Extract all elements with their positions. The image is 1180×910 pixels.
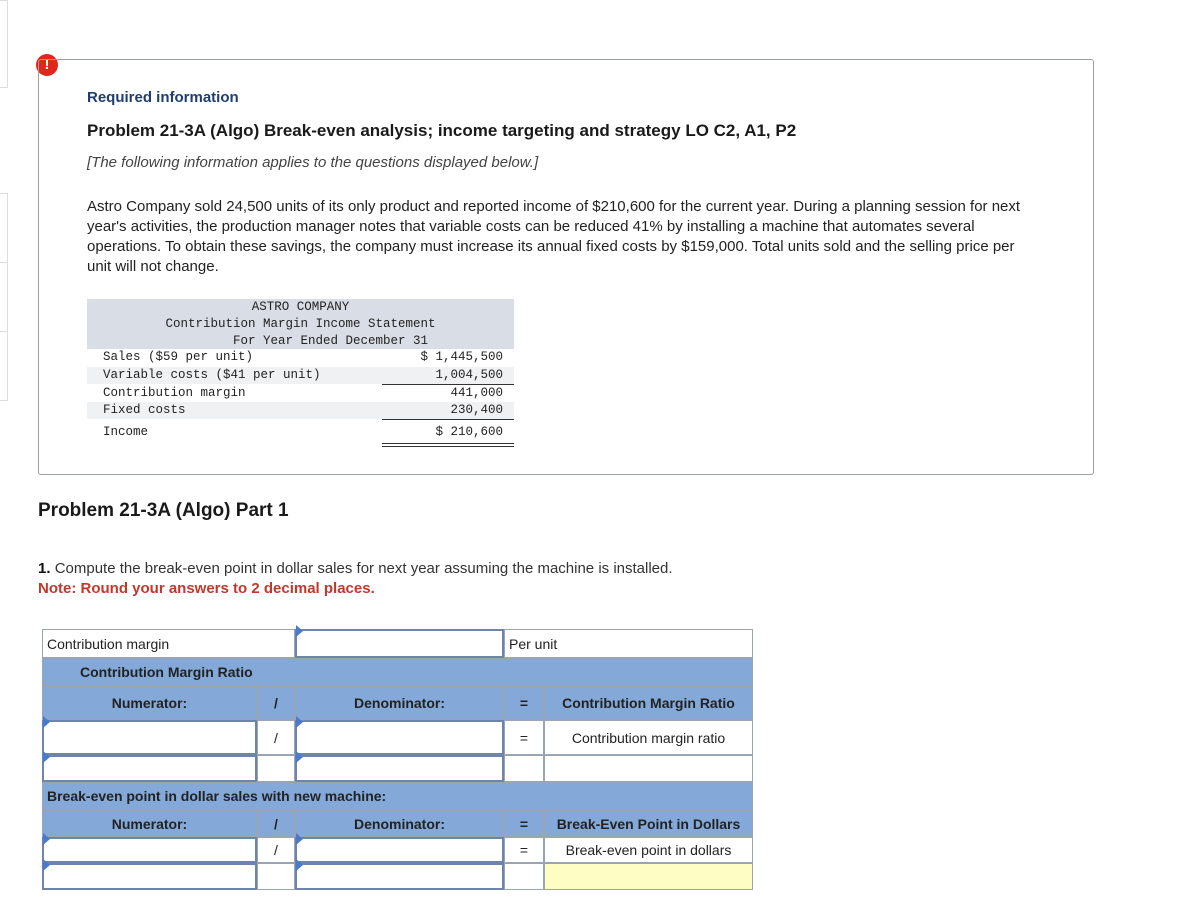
slash-label: /: [274, 815, 278, 832]
row-amount: 441,000: [450, 386, 503, 400]
bep-numerator-header: [42, 810, 257, 837]
input-marker-icon: [296, 751, 303, 763]
row-label: Contribution margin: [103, 386, 246, 400]
bep-header-label: Break-even point in dollar sales with new machine:: [47, 788, 387, 804]
row-label: Fixed costs: [103, 403, 186, 417]
input-marker-icon: [43, 833, 50, 845]
numerator-header: [42, 686, 257, 720]
cm-per-unit-input[interactable]: [295, 629, 504, 658]
input-marker-icon: [296, 859, 303, 871]
required-info-label: Required information: [87, 89, 239, 106]
equals-text: =: [519, 842, 529, 858]
slash-label: /: [274, 695, 278, 711]
question-number: 1.: [38, 560, 51, 577]
cmr-result-label: Contribution margin ratio: [571, 729, 726, 746]
numerator-label: Numerator:: [111, 815, 188, 832]
bep-denominator-input[interactable]: [295, 863, 504, 890]
statement-row-sales: [87, 349, 514, 366]
bep-denominator-header: [295, 810, 504, 837]
input-marker-icon: [296, 716, 303, 728]
cm-label: Contribution margin: [47, 635, 170, 652]
per-unit-cell: [504, 629, 753, 658]
input-marker-icon: [43, 751, 50, 763]
cmr-result-label-cell: [544, 720, 753, 755]
slash-text: /: [274, 842, 278, 858]
side-tab: [0, 262, 8, 332]
double-underline: [382, 446, 514, 447]
empty-cell: [257, 755, 295, 782]
statement-header: [87, 299, 514, 349]
input-marker-icon: [43, 716, 50, 728]
equals-label: =: [519, 815, 529, 832]
input-marker-icon: [43, 859, 50, 871]
empty-cell: [257, 863, 295, 890]
equals-label: =: [519, 695, 529, 711]
statement-row-cm: [87, 385, 514, 402]
input-marker-icon: [296, 833, 303, 845]
statement-company: ASTRO COMPANY: [251, 300, 350, 314]
side-tab: [0, 193, 8, 263]
slash-text: /: [274, 729, 278, 746]
rounding-note: Note: Round your answers to 2 decimal places.: [38, 580, 375, 597]
cmr-numerator-input[interactable]: [42, 755, 257, 782]
cmr-denominator-input[interactable]: [295, 755, 504, 782]
statement-title: Contribution Margin Income Statement: [165, 317, 436, 331]
empty-cell: [504, 755, 544, 782]
equals-cell: [504, 720, 544, 755]
cmr-result-header: [544, 686, 753, 720]
cmr-numerator-select[interactable]: [42, 720, 257, 755]
bep-numerator-select[interactable]: [42, 837, 257, 863]
bep-result-header: [544, 810, 753, 837]
side-tab: [0, 0, 8, 88]
applies-note: [The following information applies to the questions displayed below.]: [87, 154, 539, 171]
cmr-result-header-label: Contribution Margin Ratio: [562, 695, 735, 711]
question: [38, 560, 673, 577]
bep-denominator-select[interactable]: [295, 837, 504, 863]
numerator-label: Numerator:: [111, 695, 188, 711]
statement-period: For Year Ended December 31: [232, 334, 429, 348]
per-unit-label: Per unit: [509, 635, 558, 652]
row-amount: $ 1,445,500: [420, 350, 503, 364]
bep-result-label: Break-even point in dollars: [565, 842, 732, 858]
input-marker-icon: [296, 625, 303, 637]
empty-cell: [504, 863, 544, 890]
bep-section-header: [42, 782, 753, 810]
bep-result-label-cell: [544, 837, 753, 863]
question-text: Compute the break-even point in dollar sales for next year assuming the machine is installed.: [54, 560, 673, 577]
part-title: Problem 21-3A (Algo) Part 1: [38, 500, 289, 521]
double-underline: [382, 443, 514, 444]
cmr-section-header: [42, 658, 753, 686]
statement-row-fixed: [87, 402, 514, 419]
bep-equals-header: [504, 810, 544, 837]
row-label: Sales ($59 per unit): [103, 350, 254, 364]
row-amount: $ 210,600: [435, 425, 503, 439]
problem-title: Problem 21-3A (Algo) Break-even analysis; income targeting and strategy LO C2, A1, P2: [87, 121, 797, 140]
statement-row-income: [87, 424, 514, 441]
row-label: Income: [103, 425, 149, 439]
cmr-header-label: Contribution Margin Ratio: [80, 664, 253, 680]
row-label: Variable costs ($41 per unit): [103, 368, 321, 382]
alert-icon: !: [36, 54, 58, 76]
statement-row-variable: [87, 367, 514, 384]
row-amount: 1,004,500: [435, 368, 503, 382]
bep-slash-header: [257, 810, 295, 837]
bep-numerator-input[interactable]: [42, 863, 257, 890]
denominator-label: Denominator:: [354, 815, 445, 832]
slash-header: [257, 686, 295, 720]
cmr-denominator-select[interactable]: [295, 720, 504, 755]
equals-cell: [504, 837, 544, 863]
equals-text: =: [519, 729, 529, 746]
cmr-result-input[interactable]: [544, 755, 753, 782]
problem-description: Astro Company sold 24,500 units of its only product and reported income of $210,600 for the current year. During a planning session for next year's activities, the production manager notes that variable costs can be reduced 41% by installing a machine that automates several operations. To obtain these savings, the company must increase its annual fixed costs by $159,000. Total units sold and the selling price per unit will not change.: [87, 198, 1021, 275]
slash-cell: [257, 720, 295, 755]
bep-result-input[interactable]: [544, 863, 753, 890]
bep-result-header-label: Break-Even Point in Dollars: [556, 815, 741, 832]
slash-cell: [257, 837, 295, 863]
denominator-label: Denominator:: [354, 695, 445, 711]
subtotal-line: [382, 419, 514, 420]
equals-header: [504, 686, 544, 720]
row-amount: 230,400: [450, 403, 503, 417]
side-tab: [0, 331, 8, 401]
denominator-header: [295, 686, 504, 720]
cm-label-cell: [42, 629, 295, 658]
